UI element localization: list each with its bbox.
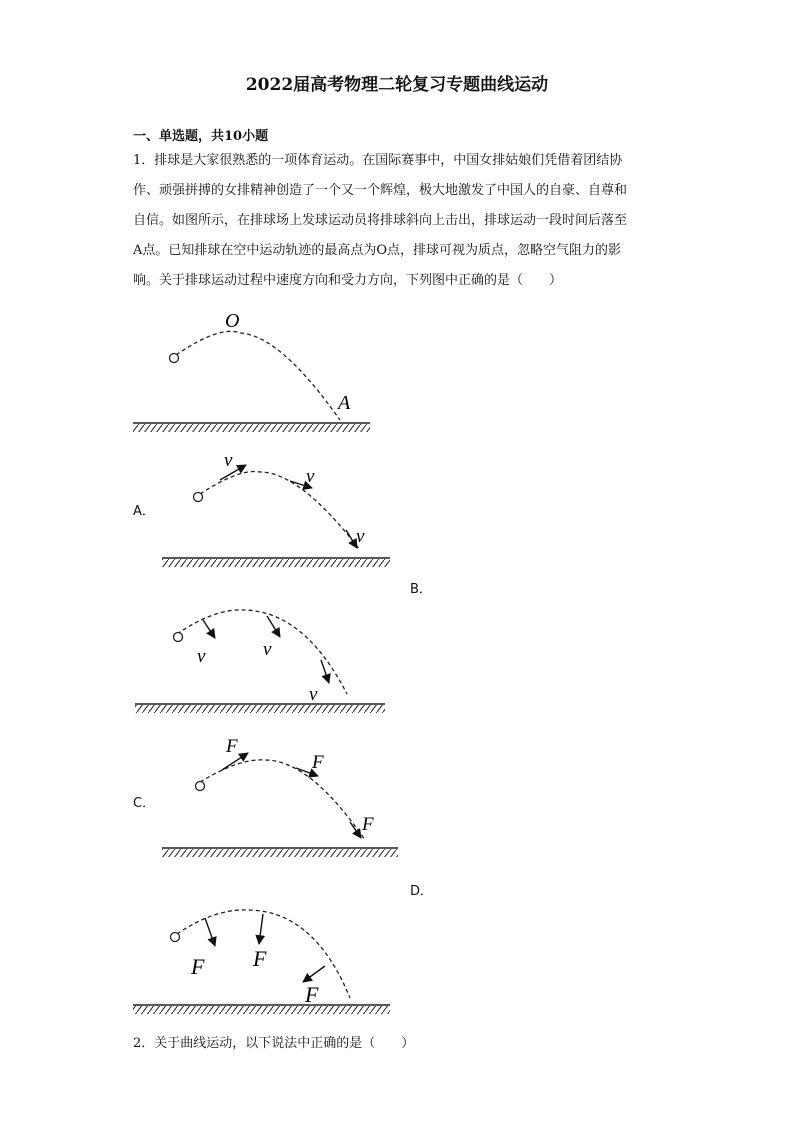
page-title: 2022届高考物理二轮复习专题曲线运动 [245, 75, 549, 95]
question-1-text [133, 146, 663, 296]
force-label: F [191, 954, 205, 979]
label-a: A [338, 392, 351, 414]
velocity-label: v [306, 466, 315, 487]
force-label: F [226, 736, 238, 757]
force-label: F [312, 752, 324, 773]
question-1-line: 1．排球是大家很熟悉的一项体育运动。在国际赛事中，中国女排姑娘们凭借着团结协 [133, 153, 623, 168]
ball [170, 354, 179, 363]
force-label: F [305, 982, 319, 1007]
section-heading: 一、单选题，共10小题 [133, 129, 269, 144]
question-1-line: 自信。如图所示，在排球场上发球运动员将排球斜向上击出，排球运动一段时间后落至 [133, 213, 628, 228]
option-b-label: B． [410, 582, 432, 597]
trajectory-curve [176, 331, 340, 420]
velocity-label: v [309, 684, 318, 705]
force-label: F [362, 814, 374, 835]
velocity-label: v [263, 639, 272, 660]
force-label: F [253, 946, 267, 971]
ground-hatch [133, 424, 370, 432]
velocity-label: v [356, 526, 365, 547]
option-d-label: D． [410, 884, 434, 899]
option-c-figure [150, 730, 405, 860]
option-c-label: C． [133, 796, 156, 811]
label-o: O [225, 310, 240, 332]
trajectory-figure [120, 305, 390, 435]
question-1-line: A点。已知排球在空中运动轨迹的最高点为O点，排球可视为质点，忽略空气阻力的影 [133, 243, 622, 258]
velocity-label: v [197, 646, 206, 667]
option-a-figure [150, 448, 400, 573]
question-1-line: 作、顽强拼搏的女排精神创造了一个又一个辉煌，极大地激发了中国人的自豪、自尊和 [133, 183, 628, 198]
option-d-figure [125, 900, 400, 1020]
option-a-label: A． [133, 504, 155, 519]
option-b-figure [125, 600, 395, 720]
velocity-label: v [224, 450, 233, 471]
question-1-line: 响。关于排球运动过程中速度方向和受力方向，下列图中正确的是（ ） [133, 273, 563, 288]
question-2-text: 2．关于曲线运动，以下说法中正确的是（ ） [133, 1036, 415, 1051]
